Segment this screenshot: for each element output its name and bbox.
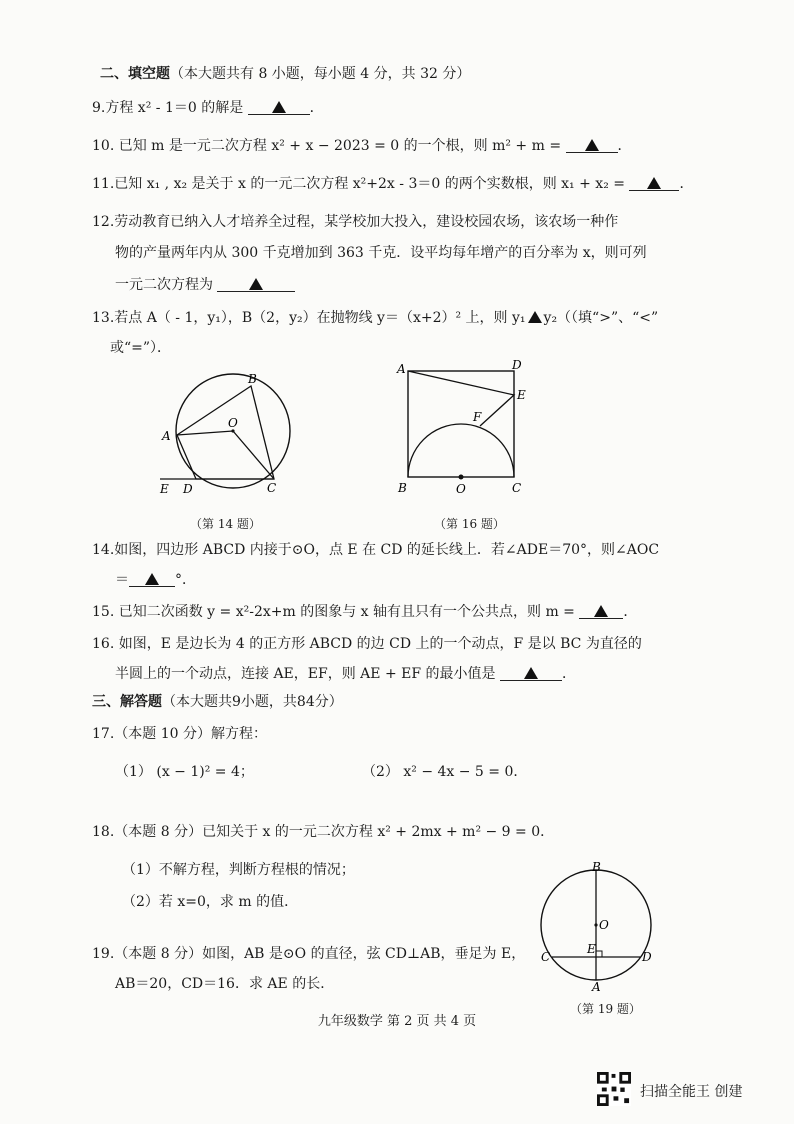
- answer-blank: [566, 136, 618, 153]
- label-a: A: [592, 980, 601, 994]
- path-aef: [408, 371, 514, 426]
- label-d: D: [183, 482, 193, 496]
- quad-abcd: [177, 386, 274, 479]
- label-o: O: [599, 918, 609, 932]
- figure-19-caption: （第 19 题）: [570, 1002, 641, 1016]
- triangle-mark-icon: [272, 101, 286, 113]
- question-13-text-a: 13.若点 A（ - 1，y₁），B（2，y₂）在抛物线 y＝（x+2）² 上，则 y₁: [92, 310, 526, 326]
- question-9: 9.方程 x² - 1＝0 的解是 ．: [92, 100, 324, 116]
- label-b: B: [398, 481, 407, 495]
- label-b: B: [592, 860, 601, 874]
- question-14-degree: °．: [175, 572, 196, 588]
- right-angle-mark: [596, 951, 602, 957]
- question-16-line-2-text: 半圆上的一个动点，连接 AE，EF，则 AE + EF 的最小值是: [115, 666, 496, 682]
- section-2-heading: [100, 64, 470, 84]
- question-13-line-1: [92, 308, 658, 328]
- question-18-part-1: （1）不解方程，判断方程根的情况；: [122, 862, 355, 878]
- label-a: A: [162, 429, 171, 443]
- answer-blank: [500, 664, 562, 681]
- label-c: C: [267, 481, 277, 495]
- question-18-part-2: （2）若 x=0，求 m 的值．: [122, 894, 299, 910]
- figure-19-diagram: [535, 860, 665, 995]
- question-12-line-2: 物的产量两年内从 300 千克增加到 363 千克．设平均每年增产的百分率为 x，则可列: [115, 245, 647, 261]
- section-3-title: 三、解答题: [92, 694, 162, 710]
- label-f: F: [473, 410, 482, 424]
- question-14-eq: ＝: [115, 572, 129, 588]
- label-a: A: [397, 362, 406, 376]
- question-9-text: 9.方程 x² - 1＝0 的解是: [92, 100, 244, 116]
- question-12-line-3: [115, 275, 295, 295]
- question-11: 11.已知 x₁ , x₂ 是关于 x 的一元二次方程 x²+2x - 3＝0 的两个实数根，则 x₁ + x₂ = ．: [92, 176, 694, 192]
- triangle-mark-icon: [585, 139, 599, 151]
- question-17-part-2: （2） x² − 4x − 5 = 0．: [362, 764, 528, 780]
- triangle-mark-icon: [524, 667, 538, 679]
- label-d: D: [642, 950, 652, 964]
- section-2-title: 二、填空题: [100, 66, 170, 82]
- question-15-text: 15. 已知二次函数 y = x²-2x+m 的图象与 x 轴有且只有一个公共点，则 m =: [92, 604, 575, 620]
- question-12-line-1: 12.劳动教育已纳入人才培养全过程，某学校加大投入，建设校园农场，该农场一种作: [92, 214, 619, 230]
- figure-16-caption: （第 16 题）: [434, 517, 505, 531]
- question-14-line-2: [115, 570, 196, 590]
- question-13-text-b: y₂（（填“>”、“<”: [543, 310, 659, 326]
- question-17-part-1: （1） (x − 1)² = 4；: [115, 764, 254, 780]
- triangle-mark-icon: [249, 278, 263, 290]
- label-e: E: [517, 388, 526, 402]
- question-11-text: 11.已知 x₁ , x₂ 是关于 x 的一元二次方程 x²+2x - 3＝0 的两个实数根，则 x₁ + x₂ =: [92, 176, 625, 192]
- question-13-line-2: 或“=”）．: [110, 340, 172, 356]
- answer-blank: [248, 98, 310, 115]
- angle-aoc: [177, 431, 274, 479]
- question-14-line-1: 14.如图，四边形 ABCD 内接于⊙O，点 E 在 CD 的延长线上．若∠ADE＝70°，则∠AOC: [92, 542, 660, 558]
- triangle-mark-icon: [647, 177, 661, 189]
- label-d: D: [512, 358, 522, 372]
- answer-blank: [217, 275, 295, 292]
- question-17-heading: 17.（本题 10 分）解方程：: [92, 726, 267, 742]
- question-16-line-2: 半圆上的一个动点，连接 AE，EF，则 AE + EF 的最小值是 ．: [115, 666, 576, 682]
- page-footer: 九年级数学 第 2 页 共 4 页: [317, 1014, 477, 1029]
- figure-16-diagram: [390, 355, 540, 500]
- label-o: O: [456, 482, 466, 496]
- question-10-text: 10. 已知 m 是一元二次方程 x² + x − 2023 = 0 的一个根，则 m² + m =: [92, 138, 562, 154]
- center-point: [594, 923, 597, 926]
- section-3-heading: [92, 692, 343, 712]
- label-e: E: [587, 942, 596, 956]
- question-10: 10. 已知 m 是一元二次方程 x² + x − 2023 = 0 的一个根，则 m² + m = ．: [92, 138, 632, 154]
- label-c: C: [512, 481, 522, 495]
- question-19-line-1: 19.（本题 8 分）如图，AB 是⊙O 的直径，弦 CD⊥AB，垂足为 E，: [92, 946, 526, 962]
- answer-blank: [579, 602, 623, 619]
- figure-14-caption: （第 14 题）: [190, 517, 261, 531]
- answer-blank: [129, 570, 175, 587]
- triangle-mark-icon: [145, 573, 159, 585]
- figure-14-diagram: [150, 365, 300, 500]
- label-o: O: [228, 416, 238, 430]
- triangle-mark-icon: [528, 311, 542, 323]
- center-point: [459, 475, 464, 480]
- qr-code-icon: [597, 1072, 631, 1106]
- label-b: B: [248, 372, 257, 386]
- question-12-line-3-text: 一元二次方程为: [115, 277, 213, 293]
- question-16-line-1: 16. 如图，E 是边长为 4 的正方形 ABCD 的边 CD 上的一个动点，F 是以 BC 为直径的: [92, 636, 642, 652]
- question-18-heading: 18.（本题 8 分）已知关于 x 的一元二次方程 x² + 2mx + m² − 9 = 0．: [92, 824, 555, 840]
- question-15: 15. 已知二次函数 y = x²-2x+m 的图象与 x 轴有且只有一个公共点，则 m = ．: [92, 604, 638, 620]
- scanner-watermark: 扫描全能王 创建: [640, 1084, 743, 1100]
- triangle-mark-icon: [594, 605, 608, 617]
- label-e: E: [160, 482, 169, 496]
- question-19-line-2: AB＝20，CD＝16．求 AE 的长．: [115, 976, 335, 992]
- semicircle-bc: [408, 424, 514, 477]
- section-2-note: （本大题共有 8 小题，每小题 4 分，共 32 分）: [170, 66, 471, 82]
- label-c: C: [541, 950, 551, 964]
- section-3-note: （本大题共9小题，共84分）: [162, 694, 343, 710]
- answer-blank: [629, 174, 679, 191]
